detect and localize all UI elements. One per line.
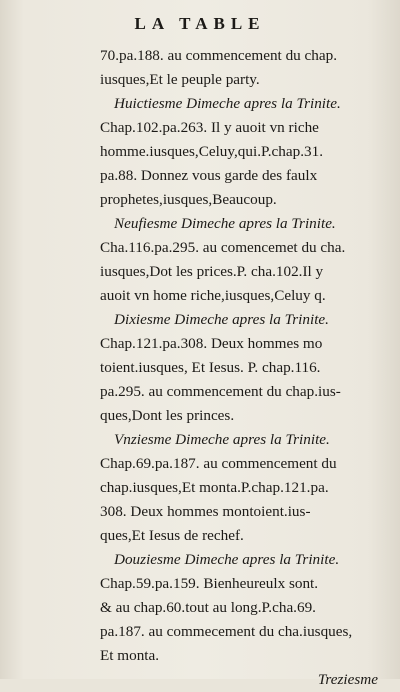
text-line: iusques,Dot les prices.P. cha.102.Il y [100,263,324,280]
text-line: prophetes,iusques,Beaucoup. [100,191,277,208]
text-line: homme.iusques,Celuy,qui.P.chap.31. [100,143,324,160]
index-text [100,44,380,692]
text-line: toient.iusques, Et Iesus. P. chap.116. [100,359,321,376]
catchword: Treziesme [317,671,378,688]
section-heading: Huictiesme Dimeche apres la Trinite. [114,95,341,112]
text-line: pa.187. au commecement du cha.iusques, [100,623,353,640]
section-heading: Douziesme Dimeche apres la Trinite. [114,551,340,568]
text-line: 70.pa.188. au commencement du chap. [100,47,338,64]
section-heading: Neufiesme Dimeche apres la Trinite. [114,215,336,232]
text-line: chap.iusques,Et monta.P.chap.121.pa. [100,479,329,496]
text-line: ques,Dont les princes. [100,407,235,424]
text-line: Cha.116.pa.295. au comencemet du cha. [100,239,346,256]
section-heading: Vnziesme Dimeche apres la Trinite. [114,431,330,448]
text-line: iusques,Et le peuple party. [100,71,260,88]
text-line: & au chap.60.tout au long.P.cha.69. [100,599,316,616]
text-line: Chap.59.pa.159. Bienheureulx sont. [100,575,319,592]
text-line: pa.88. Donnez vous garde des faulx [100,167,318,184]
text-line: Chap.121.pa.308. Deux hommes mo [100,335,323,352]
text-line: Et monta. [100,647,160,664]
text-line: Chap.69.pa.187. au commencement du [100,455,337,472]
text-line: auoit vn home riche,iusques,Celuy q. [100,287,326,304]
text-line: ques,Et Iesus de rechef. [100,527,244,544]
page-header: LA TABLE [134,14,266,33]
text-line: pa.295. au commencement du chap.ius- [100,383,341,400]
text-line: Chap.102.pa.263. Il y auoit vn riche [100,119,319,136]
section-heading: Dixiesme Dimeche apres la Trinite. [114,311,329,328]
text-line: 308. Deux hommes montoient.ius- [100,503,311,520]
